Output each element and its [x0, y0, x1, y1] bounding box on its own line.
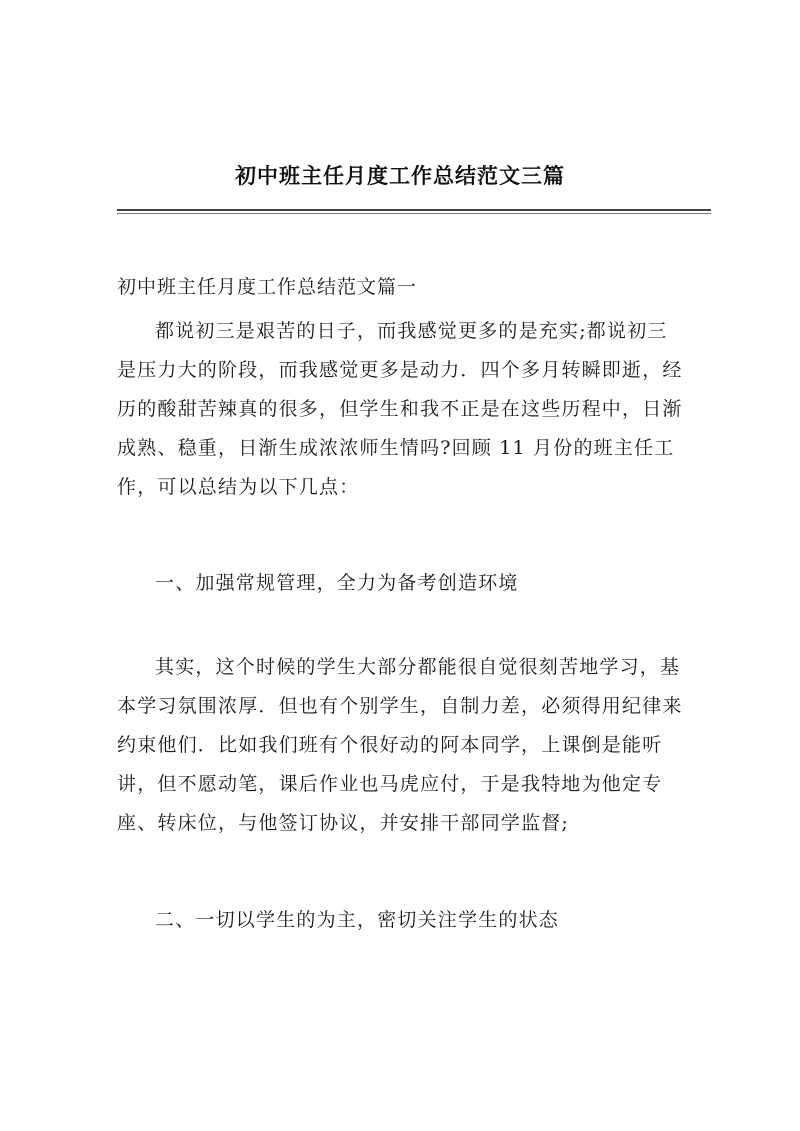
paragraph-line: 都说初三是艰苦的日子，而我感觉更多的是充实;都说初三 [155, 320, 668, 342]
paragraph-line: 成熟、稳重，日渐生成浓浓师生情吗?回顾 11 月份的班主任工 [117, 437, 675, 459]
paragraph-line: 历的酸甜苦辣真的很多，但学生和我不正是在这些历程中，日渐 [117, 398, 683, 420]
title-divider [117, 209, 711, 211]
paragraph-routine [117, 648, 717, 843]
section-subtitle: 初中班主任月度工作总结范文篇一 [117, 276, 418, 298]
paragraph-line: 是压力大的阶段，而我感觉更多是动力．四个多月转瞬即逝，经 [117, 359, 683, 381]
paragraph-line: 本学习氛围浓厚．但也有个别学生，自制力差，必须得用纪律来 [117, 695, 683, 717]
section-heading-2: 二、一切以学生的为主，密切关注学生的状态 [155, 909, 560, 931]
paragraph-line: 其实，这个时候的学生大部分都能很自觉很刻苦地学习，基 [155, 656, 681, 678]
paragraph-line: 讲，但不愿动笔，课后作业也马虎应付，于是我特地为他定专 [117, 773, 663, 795]
paragraph-line: 座、转床位，与他签订协议，并安排干部同学监督; [117, 812, 570, 834]
section-heading-1: 一、加强常规管理，全力为备考创造环境 [155, 572, 519, 594]
paragraph-line: 约束他们．比如我们班有个很好动的阿本同学，上课倒是能听 [117, 734, 663, 756]
paragraph-intro [117, 312, 717, 507]
title-divider-thin [117, 213, 711, 214]
document-title: 初中班主任月度工作总结范文三篇 [235, 163, 565, 188]
paragraph-line: 作，可以总结为以下几点： [117, 476, 360, 498]
